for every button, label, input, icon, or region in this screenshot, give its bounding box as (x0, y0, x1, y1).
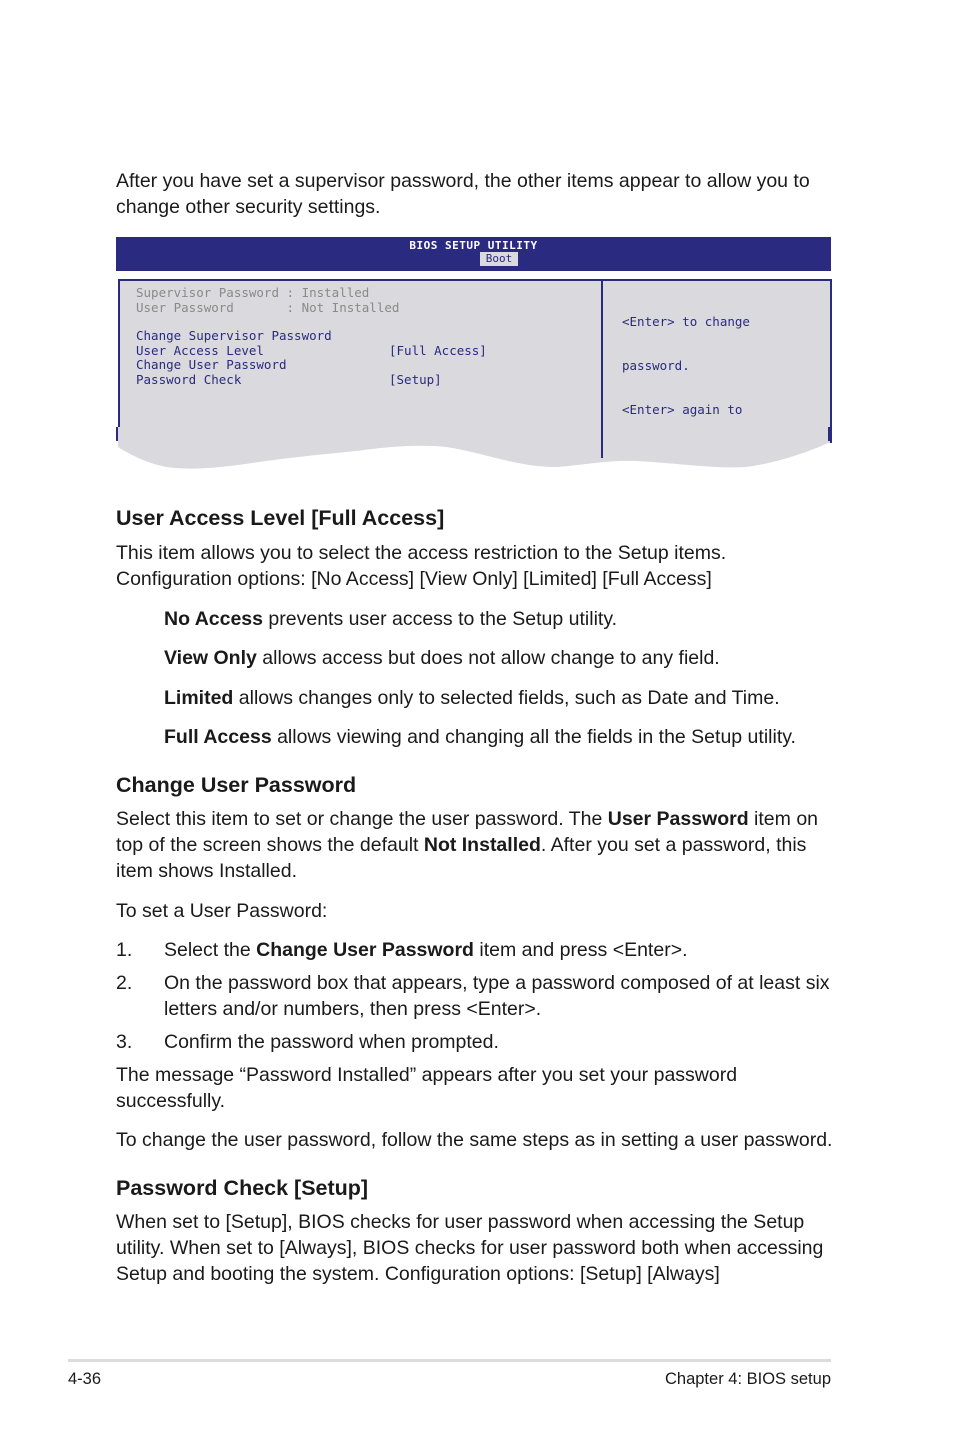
step-text: Confirm the password when prompted. (164, 1031, 499, 1053)
description-line (116, 832, 818, 858)
user-access-level-description (116, 540, 726, 592)
option-term: No Access (164, 608, 263, 630)
change-password-note: To change the user password, follow the same steps as in setting a user password. (116, 1129, 833, 1151)
bios-item-user-access-level[interactable]: User Access Level (136, 343, 264, 358)
step-text (164, 970, 830, 1022)
description-line: This item allows you to select the access restriction to the Setup items. (116, 542, 727, 564)
text-run: Select this item to set or change the user password. The (116, 808, 608, 830)
option-full-access (164, 724, 796, 750)
step-line: On the password box that appears, type a password composed of at least six (164, 972, 830, 994)
change-user-password-description (116, 806, 818, 884)
step-number: 2. (116, 972, 133, 994)
bios-title: BIOS SETUP UTILITY (409, 239, 538, 252)
section-heading-password-check: Password Check [Setup] (116, 1176, 369, 1200)
bios-item-change-user-password[interactable]: Change User Password (136, 357, 287, 372)
password-installed-message (116, 1062, 737, 1114)
chapter-title: Chapter 4: BIOS setup (664, 1370, 831, 1388)
description-line: item shows Installed. (116, 860, 297, 882)
option-term: Full Access (164, 726, 272, 748)
description-line: utility. When set to [Always], BIOS checks for user password both when accessing (116, 1237, 824, 1259)
bios-value-user-access-level[interactable]: [Full Access] (389, 343, 487, 358)
bios-help-line: <Enter> again to (622, 401, 743, 417)
text-run: Select the (164, 939, 257, 961)
step-number: 1. (116, 939, 133, 961)
description-line: The message “Password Installed” appears after you set your password (116, 1064, 738, 1086)
description-line: When set to [Setup], BIOS checks for user password when accessing the Setup (116, 1211, 805, 1233)
bios-value-password-check[interactable]: [Setup] (389, 372, 442, 387)
bios-user-status: User Password : Not Installed (136, 300, 400, 315)
torn-edge-graphic (116, 427, 831, 473)
option-text: allows access but does not allow change to any field. (256, 647, 720, 669)
intro-line: change other security settings. (116, 196, 381, 218)
text-run: item and press <Enter>. (473, 939, 688, 961)
option-term: View Only (164, 647, 257, 669)
bios-supervisor-status: Supervisor Password : Installed (136, 285, 370, 300)
description-line (116, 806, 818, 832)
step-number: 3. (116, 1031, 133, 1053)
step-line: letters and/or numbers, then press <Enter>. (164, 998, 542, 1020)
bold-term: Not Installed (423, 834, 541, 856)
option-term: Limited (164, 687, 234, 709)
bios-help-line: password. (622, 357, 690, 373)
option-no-access (164, 606, 617, 632)
bold-term: User Password (607, 808, 749, 830)
option-text: allows changes only to selected fields, such as Date and Time. (233, 687, 780, 709)
page-number: 4-36 (68, 1370, 102, 1388)
option-text: prevents user access to the Setup utility. (263, 608, 618, 630)
bios-item-change-supervisor-password[interactable]: Change Supervisor Password (136, 328, 332, 343)
bios-header (116, 237, 831, 271)
bios-tab-boot[interactable]: Boot (480, 252, 518, 266)
description-line: Configuration options: [No Access] [View Only] [Limited] [Full Access] (116, 568, 712, 590)
bios-help-line: <Enter> to change (622, 314, 750, 330)
text-run: top of the screen shows the default (116, 834, 424, 856)
description-line: Setup and booting the system. Configuration options: [Setup] [Always] (116, 1263, 720, 1285)
section-heading-user-access-level: User Access Level [Full Access] (116, 506, 445, 530)
text-run: . After you set a password, this (540, 834, 807, 856)
bios-item-password-check[interactable]: Password Check (136, 372, 242, 387)
step-text (164, 937, 688, 963)
option-view-only (164, 645, 720, 671)
bios-screenshot (116, 237, 831, 473)
set-password-intro: To set a User Password: (116, 900, 328, 922)
intro-line: After you have set a supervisor password, the other items appear to allow you to (116, 170, 810, 192)
password-check-description (116, 1209, 823, 1287)
section-heading-change-user-password: Change User Password (116, 773, 357, 797)
option-text: allows viewing and changing all the fields in the Setup utility. (271, 726, 796, 748)
description-line: successfully. (116, 1090, 226, 1112)
text-run: item on (748, 808, 819, 830)
footer-divider (68, 1359, 831, 1362)
intro-paragraph (116, 168, 810, 220)
option-limited (164, 685, 780, 711)
bold-term: Change User Password (256, 939, 474, 961)
